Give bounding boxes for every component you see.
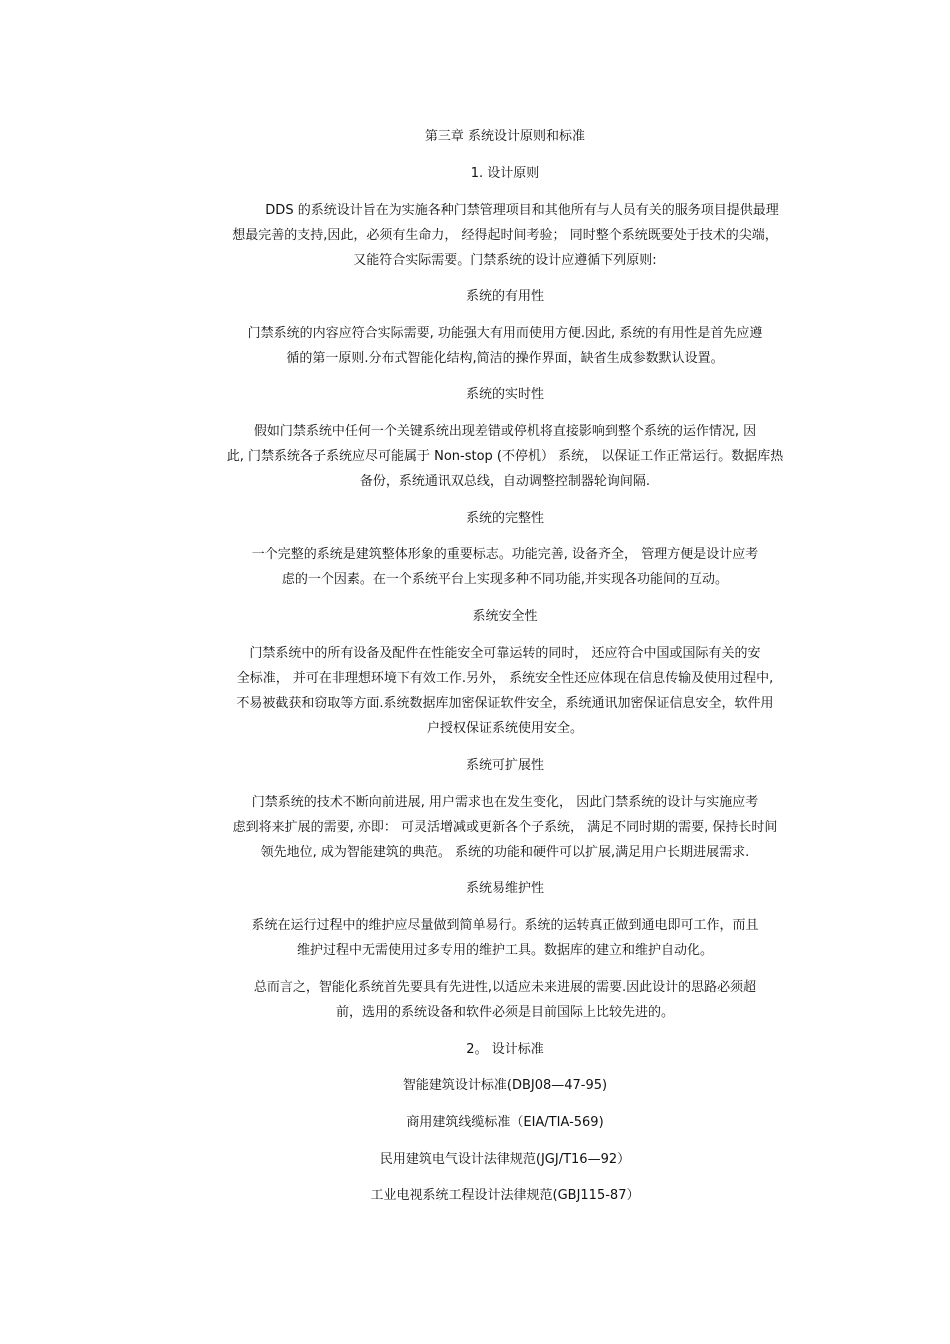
chapter-title: 第三章 系统设计原则和标准 [424,129,586,144]
maintainability-line: 维护过程中无需使用过多专用的维护工具。数据库的建立和维护自动化。 [296,943,713,958]
extensibility-line: 门禁系统的技术不断向前进展, 用户需求也在发生变化， 因此门禁系统的设计与实施应考 [251,795,759,810]
maintainability-heading: 系统易维护性 [465,881,544,896]
usefulness-heading: 系统的有用性 [465,289,544,304]
security-line: 全标准， 并可在非理想环境下有效工作.另外， 系统安全性还应体现在信息传输及使用过程中, [236,671,774,686]
standard-item: 智能建筑设计标准(DBJ08—47-95) [402,1078,608,1093]
extensibility-heading: 系统可扩展性 [465,758,544,773]
section1-heading: 1. 设计原则 [470,166,540,181]
section2-heading: 2。 设计标准 [466,1042,544,1057]
extensibility-line: 虑到将来扩展的需要, 亦即： 可灵活增减或更新各个子系统， 满足不同时期的需要, 保持长时间 [232,820,778,835]
extensibility-line: 领先地位, 成为智能建筑的典范。 系统的功能和硬件可以扩展,满足用户长期进展需求. [260,845,750,860]
security-line: 不易被截获和窃取等方面.系统数据库加密保证软件安全，系统通讯加密保证信息安全，软件用 [236,696,774,711]
maintainability-line: 系统在运行过程中的维护应尽量做到简单易行。系统的运转真正做到通电即可工作，而且 [251,918,759,933]
usefulness-line: 门禁系统的内容应符合实际需要, 功能强大有用而使用方便.因此, 系统的有用性是首先应遵 [247,326,763,341]
standard-item: 工业电视系统工程设计法律规范(GBJ115-87） [370,1188,640,1203]
standard-item: 民用建筑电气设计法律规范(JGJ/T16—92） [379,1152,631,1167]
realtime-line: 备份，系统通讯双总线，自动调整控制器轮询间隔. [359,474,651,489]
completeness-line: 一个完整的系统是建筑整体形象的重要标志。功能完善, 设备齐全， 管理方便是设计应考 [251,547,759,562]
summary-line: 总而言之，智能化系统首先要具有先进性,以适应未来进展的需要.因此设计的思路必须超 [253,980,757,995]
standard-item: 商用建筑线缆标准（EIA/TIA-569) [406,1115,604,1130]
security-heading: 系统安全性 [472,609,538,624]
security-line: 门禁系统中的所有设备及配件在性能安全可靠运转的同时， 还应符合中国或国际有关的安 [249,646,761,661]
summary-line: 前，选用的系统设备和软件必须是目前国际上比较先进的。 [335,1005,674,1020]
realtime-line: 假如门禁系统中任何一个关键系统出现差错或停机将直接影响到整个系统的运作情况, 因 [253,424,757,439]
usefulness-line: 循的第一原则.分布式智能化结构,简洁的操作界面，缺省生成参数默认设置。 [286,351,724,366]
realtime-heading: 系统的实时性 [465,387,544,402]
intro-line: 想最完善的支持,因此，必须有生命力， 经得起时间考验； 同时整个系统既要处于技术的尖端， [232,228,778,243]
completeness-heading: 系统的完整性 [465,511,544,526]
realtime-line: 此, 门禁系统各子系统应尽可能属于 Non-stop (不停机） 系统， 以保证工作正常运行。数据库热 [226,449,784,464]
intro-line: 又能符合实际需要。门禁系统的设计应遵循下列原则: [353,253,657,268]
intro-line: DDS 的系统设计旨在为实施各种门禁管理项目和其他所有与人员有关的服务项目提供最理 [265,203,779,218]
security-line: 户授权保证系统使用安全。 [426,721,583,736]
completeness-line: 虑的一个因素。在一个系统平台上实现多种不同功能,并实现各功能间的互动。 [281,572,729,587]
